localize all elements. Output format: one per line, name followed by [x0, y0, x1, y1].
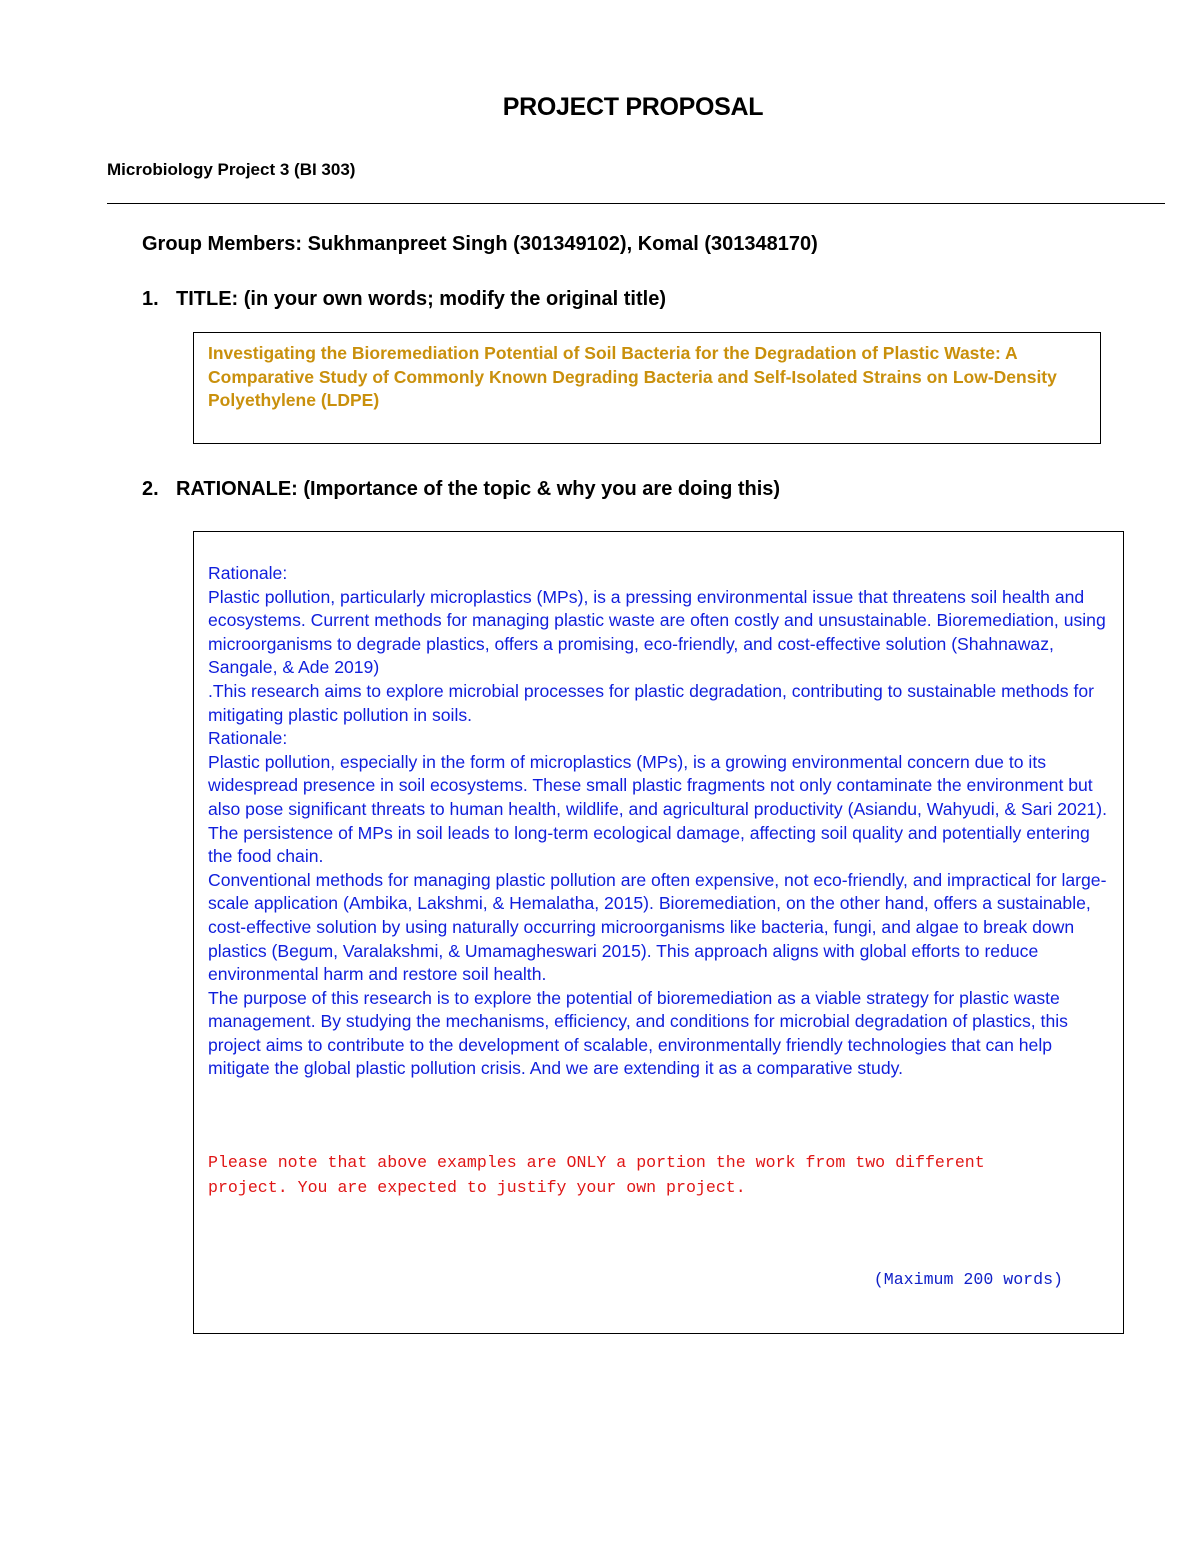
project-title-text: Investigating the Bioremediation Potential of Soil Bacteria for the Degradation of Plastic Waste: A Comparative Study of Commonly Known Degrading Bacteria and Self-Isolated Strains on Low-Density Polyethylene (LDPE) [208, 343, 1057, 410]
section-heading-label: RATIONALE: (Importance of the topic & why you are doing this) [176, 478, 781, 500]
course-label: Microbiology Project 3 (BI 303) [107, 160, 356, 179]
rationale-paragraph: Conventional methods for managing plastic pollution are often expensive, not eco-friendly, and impractical for large-scale application (Ambika, Lakshmi, & Hemalatha, 2015). Bioremediation, on the other hand, offers a sustainable, cost-effective solution by using naturally occurring microorganisms like bacteria, fungi, and algae to break down plastics (Begum, Varalakshmi, & Umamagheswari 2015). This approach aligns with global efforts to reduce environmental harm and restore soil health. [208, 869, 1107, 985]
rationale-text [208, 562, 1113, 1081]
title-section-heading [142, 288, 666, 311]
rationale-paragraph: .This research aims to explore microbial processes for plastic degradation, contributing to sustainable methods for mitigating plastic pollution in soils. [208, 680, 1094, 725]
rationale-paragraph: Plastic pollution, particularly microplastics (MPs), is a pressing environmental issue that threatens soil health and ecosystems. Current methods for managing plastic waste are often costly and unsustainable. Bioremediation, using microorganisms to degrade plastics, offers a promising, eco-friendly, and cost-effective solution (Shahnawaz, Sangale, & Ade 2019) [208, 586, 1106, 678]
word-limit: (Maximum 200 words) [873, 1270, 1063, 1289]
rationale-label: Rationale: [208, 728, 288, 749]
title-box [193, 332, 1101, 444]
divider [107, 203, 1165, 204]
rationale-label: Rationale: [208, 563, 288, 583]
rationale-paragraph: The purpose of this research is to explore the potential of bioremediation as a viable strategy for plastic waste management. By studying the mechanisms, efficiency, and conditions for microbial degradation of plastics, this project aims to contribute to the development of scalable, environmentally friendly technologies that can help mitigate the global plastic pollution crisis. And we are extending it as a comparative study. [208, 987, 1068, 1079]
section-heading-label: TITLE: (in your own words; modify the original title) [176, 288, 666, 310]
document-title: PROJECT PROPOSAL [502, 93, 764, 121]
section-number: 2. [142, 478, 159, 500]
rationale-section-heading [142, 478, 780, 501]
group-members: Group Members: Sukhmanpreet Singh (301349102), Komal (301348170) [142, 233, 818, 255]
rationale-paragraph: Plastic pollution, especially in the form of microplastics (MPs), is a growing environmental concern due to its widespread presence in soil ecosystems. These small plastic fragments not only contaminate the environment but also pose significant threats to human health, wildlife, and agricultural productivity (Asiandu, Wahyudi, & Sari 2021). The persistence of MPs in soil leads to long-term ecological damage, affecting soil quality and potentially entering the food chain. [208, 751, 1108, 867]
rationale-box [193, 531, 1124, 1334]
section-number: 1. [142, 288, 159, 310]
instruction-note: Please note that above examples are ONLY a portion the work from two different project. You are expected to justify your own project. [208, 1153, 985, 1197]
